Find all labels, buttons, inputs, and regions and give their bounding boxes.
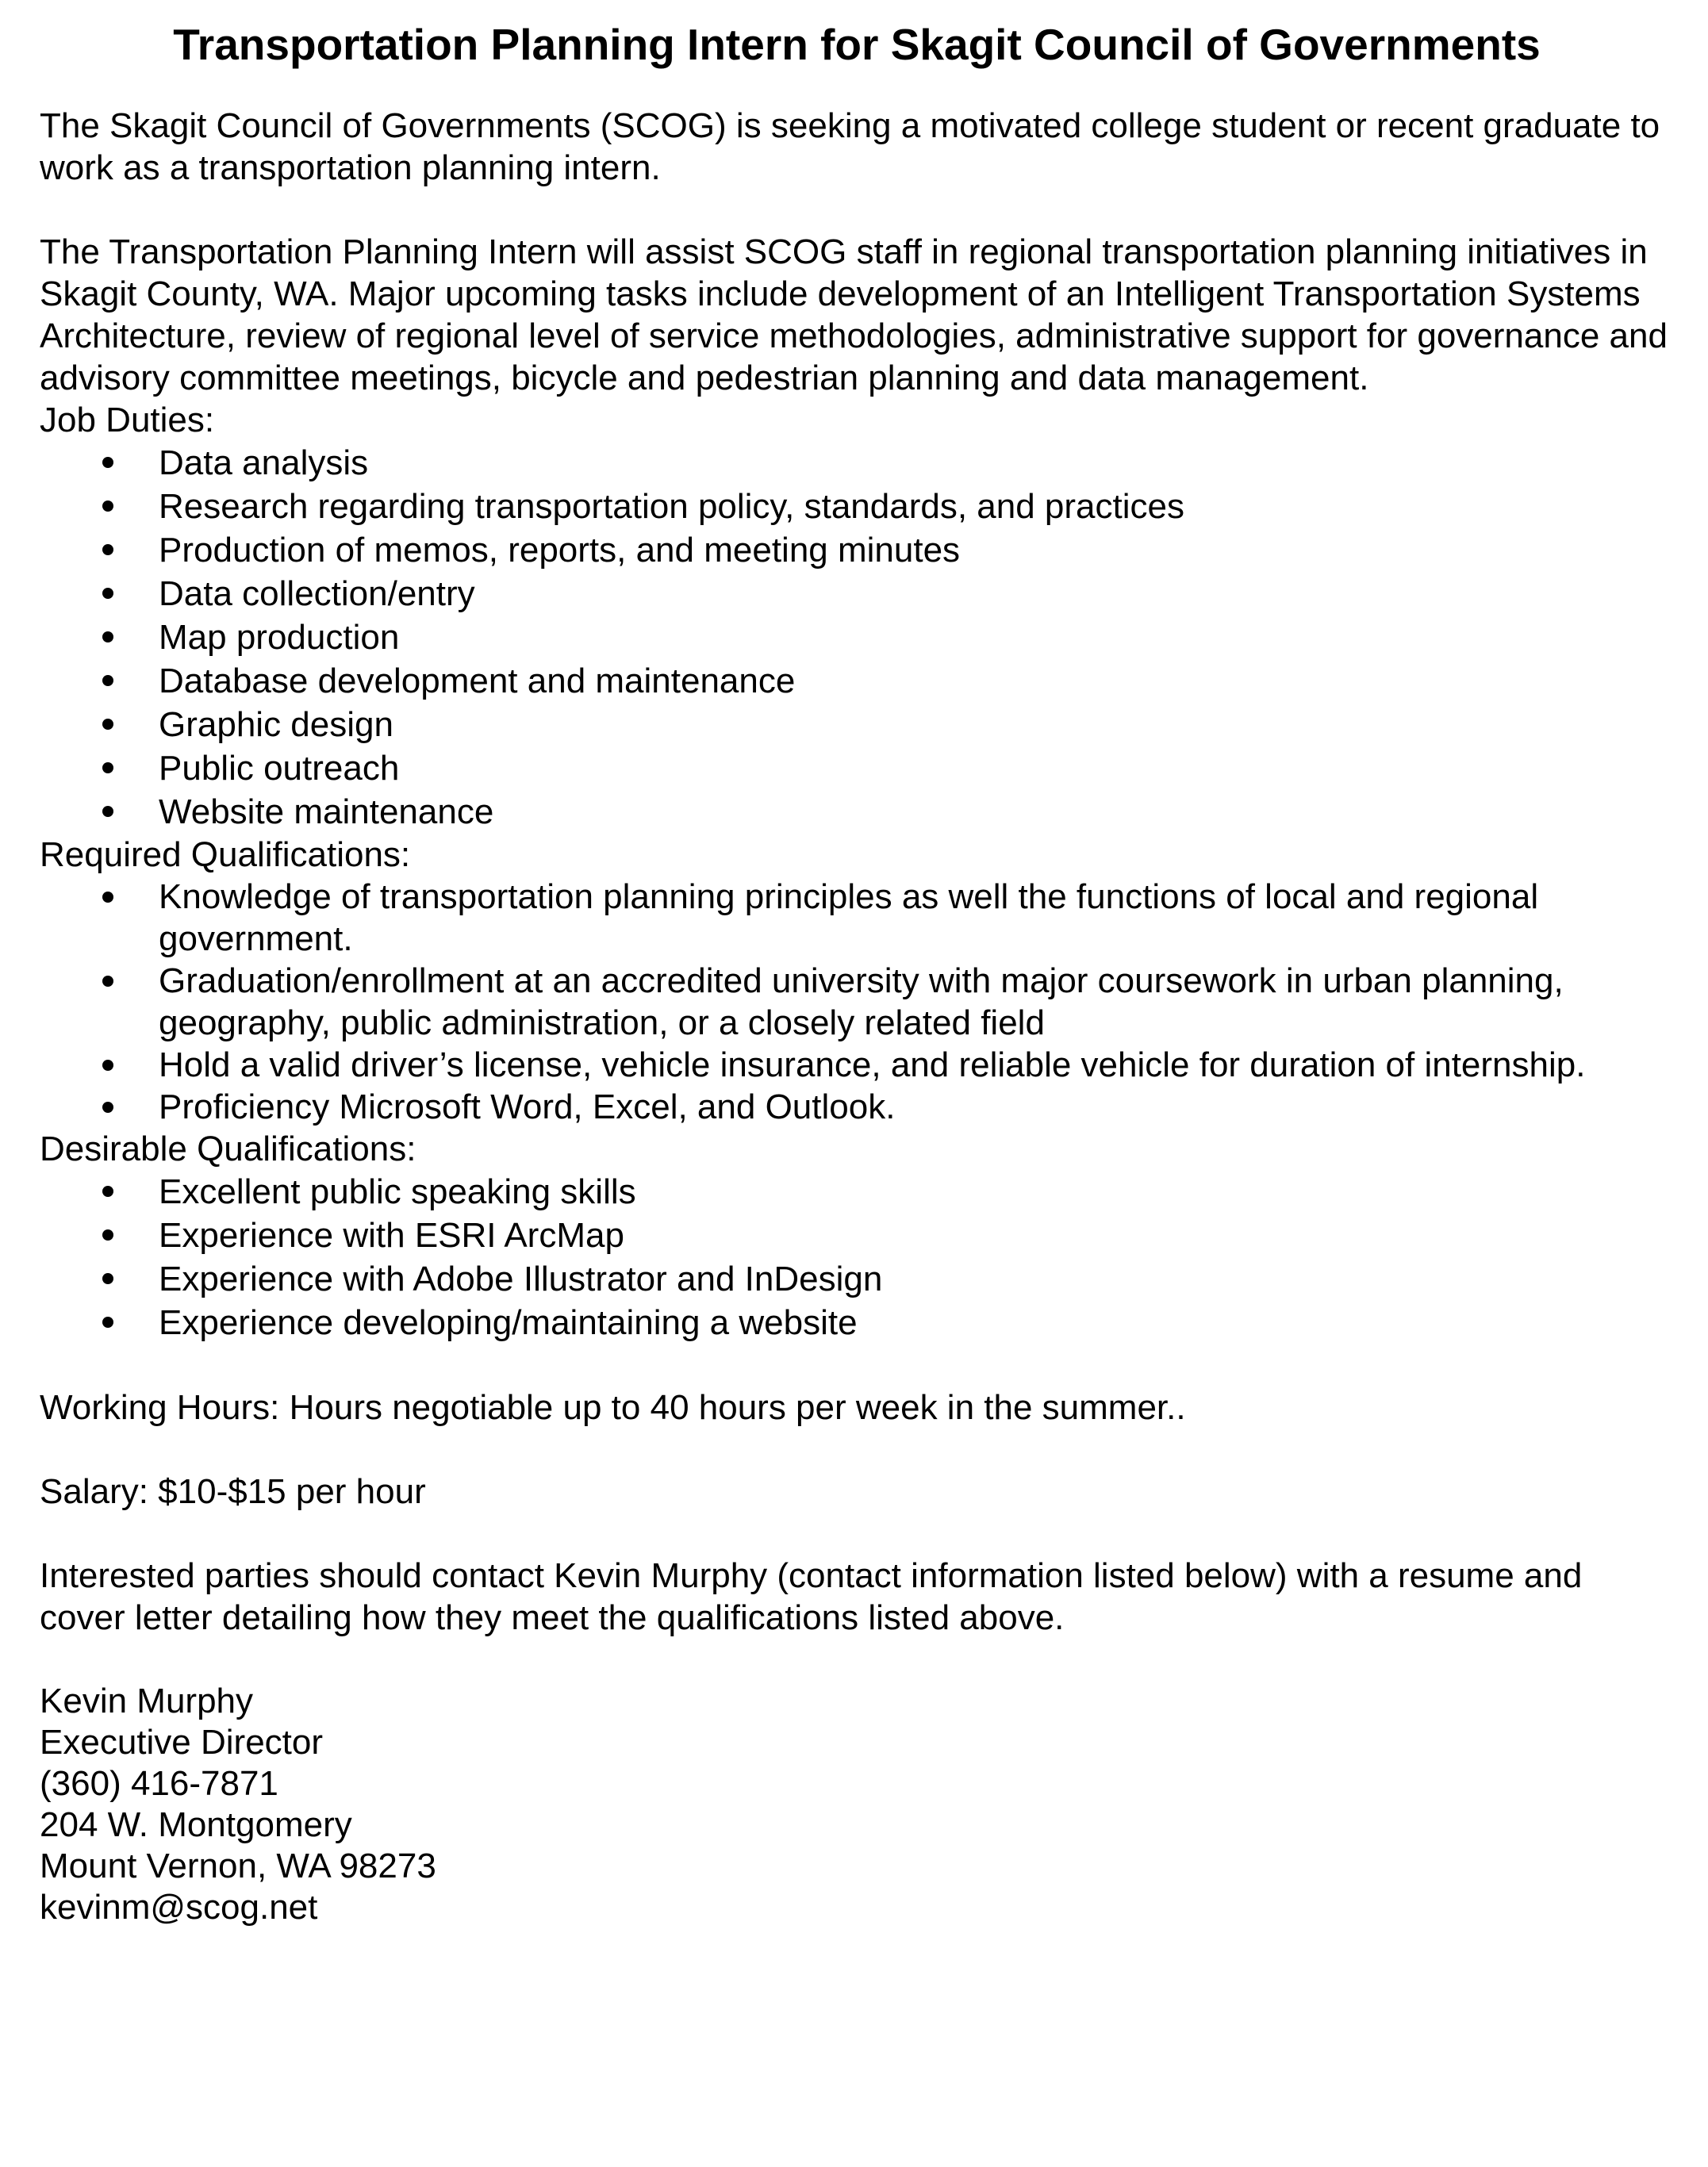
- list-item: Excellent public speaking skills: [40, 1170, 1674, 1214]
- contact-city: Mount Vernon, WA 98273: [40, 1847, 436, 1885]
- list-item: Proficiency Microsoft Word, Excel, and Outlook.: [40, 1086, 1674, 1128]
- salary: Salary: $10-$15 per hour: [40, 1472, 426, 1511]
- list-item: Knowledge of transportation planning principles as well the functions of local and regional government.: [40, 876, 1674, 960]
- list-item: Graphic design: [40, 703, 1674, 746]
- contact-street: 204 W. Montgomery: [40, 1805, 352, 1844]
- bullet-icon: [102, 719, 113, 730]
- required-qualifications-heading: Required Qualifications:: [40, 835, 411, 874]
- contact-email: kevinm@scog.net: [40, 1888, 318, 1927]
- bullet-icon: [102, 631, 113, 642]
- list-item: Experience developing/maintaining a website: [40, 1301, 1674, 1344]
- bullet-icon: [102, 544, 113, 555]
- bullet-icon: [102, 675, 113, 686]
- bullet-icon: [102, 1317, 113, 1328]
- contact-phone: (360) 416-7871: [40, 1764, 278, 1803]
- working-hours: Working Hours: Hours negotiable up to 40 hours per week in the summer..: [40, 1388, 1186, 1427]
- page-title: Transportation Planning Intern for Skagit Council of Governments: [173, 20, 1541, 69]
- list-item: Graduation/enrollment at an accredited university with major coursework in urban planning, geography, public administration, or a closely related field: [40, 960, 1674, 1044]
- list-item: Production of memos, reports, and meeting minutes: [40, 528, 1674, 572]
- list-item: Research regarding transportation policy, standards, and practices: [40, 485, 1674, 528]
- bullet-icon: [102, 457, 113, 468]
- contact-name: Kevin Murphy: [40, 1682, 254, 1720]
- description-paragraph: The Transportation Planning Intern will assist SCOG staff in regional transportation planning initiatives in Skagit County, WA. Major upcoming tasks include development of an Intelligent Transportation Systems Architecture, review of regional level of service methodologies, administrative support for governance and advisory committee meetings, bicycle and pedestrian planning and data management.: [40, 232, 1668, 397]
- bullet-icon: [102, 1060, 113, 1071]
- bullet-icon: [102, 1273, 113, 1284]
- list-item: Experience with Adobe Illustrator and InDesign: [40, 1257, 1674, 1301]
- bullet-icon: [102, 892, 113, 903]
- list-item: Experience with ESRI ArcMap: [40, 1214, 1674, 1257]
- document-page: [40, 0, 1674, 1928]
- job-duties-list: [40, 441, 1674, 834]
- intro-paragraph: The Skagit Council of Governments (SCOG) is seeking a motivated college student or recent graduate to work as a transportation planning intern.: [40, 106, 1660, 187]
- list-item: Hold a valid driver’s license, vehicle insurance, and reliable vehicle for duration of internship.: [40, 1044, 1674, 1086]
- bullet-icon: [102, 1186, 113, 1197]
- list-item: Public outreach: [40, 746, 1674, 790]
- bullet-icon: [102, 806, 113, 817]
- list-item: Database development and maintenance: [40, 659, 1674, 703]
- list-item: Map production: [40, 616, 1674, 659]
- desirable-qualifications-list: [40, 1170, 1674, 1344]
- contact-block: [40, 1681, 1674, 1928]
- list-item: Data analysis: [40, 441, 1674, 485]
- bullet-icon: [102, 762, 113, 773]
- job-duties-heading: Job Duties:: [40, 401, 215, 439]
- desirable-qualifications-heading: Desirable Qualifications:: [40, 1130, 416, 1168]
- bullet-icon: [102, 976, 113, 987]
- contact-instructions: Interested parties should contact Kevin Murphy (contact information listed below) with a resume and cover letter detailing how they meet the qualifications listed above.: [40, 1556, 1583, 1637]
- bullet-icon: [102, 1229, 113, 1241]
- bullet-icon: [102, 1102, 113, 1113]
- contact-role: Executive Director: [40, 1723, 324, 1762]
- list-item: Data collection/entry: [40, 572, 1674, 616]
- bullet-icon: [102, 501, 113, 512]
- list-item: Website maintenance: [40, 790, 1674, 834]
- bullet-icon: [102, 588, 113, 599]
- required-qualifications-list: [40, 876, 1674, 1128]
